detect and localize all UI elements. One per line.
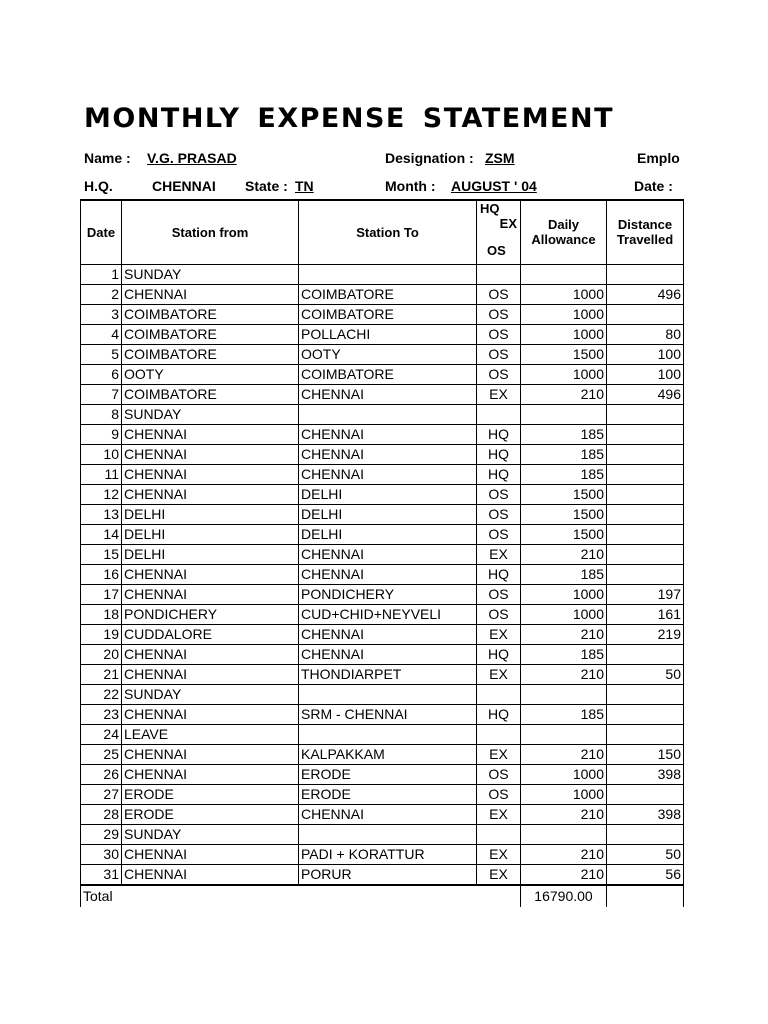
table-row — [81, 504, 684, 524]
row-date: 19 — [81, 624, 122, 644]
row-type: OS — [477, 324, 521, 344]
row-date: 5 — [81, 344, 122, 364]
total-allowance: 16790.00 — [521, 885, 607, 907]
row-station-to: COIMBATORE — [299, 304, 477, 324]
table-row — [81, 444, 684, 464]
row-station-from: SUNDAY — [122, 684, 299, 704]
table-row — [81, 364, 684, 384]
row-date: 9 — [81, 424, 122, 444]
row-date: 21 — [81, 664, 122, 684]
row-allowance: 185 — [521, 424, 607, 444]
row-allowance: 210 — [521, 544, 607, 564]
row-type: HQ — [477, 464, 521, 484]
row-station-from: CHENNAI — [122, 464, 299, 484]
row-allowance: 1500 — [521, 524, 607, 544]
row-distance — [607, 524, 684, 544]
row-distance — [607, 564, 684, 584]
row-distance — [607, 424, 684, 444]
row-distance — [607, 464, 684, 484]
row-distance — [607, 704, 684, 724]
name-value: V.G. PRASAD — [147, 150, 237, 166]
col-distance-line2: Travelled — [616, 232, 674, 248]
row-allowance: 185 — [521, 464, 607, 484]
row-date: 26 — [81, 764, 122, 784]
row-date: 4 — [81, 324, 122, 344]
row-allowance: 1000 — [521, 584, 607, 604]
row-station-to: CHENNAI — [299, 544, 477, 564]
row-station-to: PORUR — [299, 864, 477, 885]
row-station-to: CUD+CHID+NEYVELI — [299, 604, 477, 624]
row-allowance: 1500 — [521, 344, 607, 364]
row-allowance: 1000 — [521, 284, 607, 304]
row-distance: 398 — [607, 764, 684, 784]
row-type: EX — [477, 544, 521, 564]
row-distance: 100 — [607, 344, 684, 364]
row-type — [477, 724, 521, 744]
row-distance — [607, 544, 684, 564]
expense-table — [80, 199, 684, 907]
row-station-to: KALPAKKAM — [299, 744, 477, 764]
row-station-from: PONDICHERY — [122, 604, 299, 624]
total-spacer — [299, 885, 477, 907]
row-type: HQ — [477, 704, 521, 724]
row-station-from: CHENNAI — [122, 664, 299, 684]
row-type: OS — [477, 584, 521, 604]
row-allowance: 1000 — [521, 604, 607, 624]
row-station-from: CHENNAI — [122, 764, 299, 784]
row-date: 25 — [81, 744, 122, 764]
row-type: EX — [477, 664, 521, 684]
row-date: 31 — [81, 864, 122, 885]
row-allowance: 1000 — [521, 364, 607, 384]
row-distance — [607, 824, 684, 844]
row-station-to: THONDIARPET — [299, 664, 477, 684]
col-daily-allowance — [521, 200, 607, 264]
row-station-from: DELHI — [122, 524, 299, 544]
row-date: 29 — [81, 824, 122, 844]
row-station-from: SUNDAY — [122, 264, 299, 284]
table-row — [81, 624, 684, 644]
date-label: Date : — [634, 178, 673, 194]
row-distance — [607, 304, 684, 324]
row-station-to: CHENNAI — [299, 464, 477, 484]
row-date: 6 — [81, 364, 122, 384]
row-distance — [607, 484, 684, 504]
row-type: OS — [477, 344, 521, 364]
row-distance: 496 — [607, 384, 684, 404]
row-allowance — [521, 404, 607, 424]
table-row — [81, 584, 684, 604]
table-row — [81, 824, 684, 844]
row-allowance: 1000 — [521, 764, 607, 784]
table-row — [81, 664, 684, 684]
row-distance — [607, 404, 684, 424]
row-type: OS — [477, 364, 521, 384]
row-distance — [607, 644, 684, 664]
table-row — [81, 404, 684, 424]
col-os-label: OS — [487, 243, 506, 258]
total-label: Total — [81, 885, 299, 907]
row-station-from: CHENNAI — [122, 424, 299, 444]
row-allowance: 185 — [521, 564, 607, 584]
employee-label: Emplo — [637, 150, 680, 166]
row-date: 15 — [81, 544, 122, 564]
row-type: EX — [477, 844, 521, 864]
state-value: TN — [295, 178, 314, 194]
row-allowance: 210 — [521, 384, 607, 404]
row-allowance: 1000 — [521, 304, 607, 324]
row-date: 18 — [81, 604, 122, 624]
row-station-from: SUNDAY — [122, 824, 299, 844]
row-station-to: POLLACHI — [299, 324, 477, 344]
row-type: HQ — [477, 564, 521, 584]
row-allowance: 185 — [521, 644, 607, 664]
table-row — [81, 844, 684, 864]
row-date: 13 — [81, 504, 122, 524]
total-spacer — [477, 885, 521, 907]
row-date: 20 — [81, 644, 122, 664]
row-distance: 496 — [607, 284, 684, 304]
row-station-to: ERODE — [299, 784, 477, 804]
row-type: EX — [477, 864, 521, 885]
col-allowance-line1: Daily — [547, 217, 580, 233]
row-distance: 50 — [607, 844, 684, 864]
row-station-to: CHENNAI — [299, 384, 477, 404]
row-station-to: CHENNAI — [299, 624, 477, 644]
row-station-to: OOTY — [299, 344, 477, 364]
row-station-to: DELHI — [299, 524, 477, 544]
month-value: AUGUST ' 04 — [451, 178, 537, 194]
row-date: 24 — [81, 724, 122, 744]
row-distance: 161 — [607, 604, 684, 624]
row-distance — [607, 504, 684, 524]
row-station-from: LEAVE — [122, 724, 299, 744]
row-station-from: CHENNAI — [122, 584, 299, 604]
row-station-from: COIMBATORE — [122, 304, 299, 324]
row-type: OS — [477, 764, 521, 784]
row-allowance — [521, 684, 607, 704]
table-row — [81, 304, 684, 324]
row-distance — [607, 444, 684, 464]
row-station-from: CHENNAI — [122, 864, 299, 885]
row-date: 28 — [81, 804, 122, 824]
row-date: 23 — [81, 704, 122, 724]
row-station-to: CHENNAI — [299, 444, 477, 464]
row-date: 14 — [81, 524, 122, 544]
row-date: 1 — [81, 264, 122, 284]
row-date: 16 — [81, 564, 122, 584]
total-row — [81, 885, 684, 907]
row-station-to: SRM - CHENNAI — [299, 704, 477, 724]
row-type: HQ — [477, 424, 521, 444]
row-station-from: COIMBATORE — [122, 384, 299, 404]
table-row — [81, 544, 684, 564]
row-date: 27 — [81, 784, 122, 804]
row-date: 7 — [81, 384, 122, 404]
state-label: State : — [245, 178, 288, 194]
row-station-to — [299, 824, 477, 844]
page-title: MONTHLY EXPENSE STATEMENT — [84, 103, 615, 134]
table-row — [81, 484, 684, 504]
row-date: 12 — [81, 484, 122, 504]
table-row — [81, 644, 684, 664]
row-allowance: 210 — [521, 844, 607, 864]
table-row — [81, 724, 684, 744]
table-row — [81, 324, 684, 344]
table-row — [81, 424, 684, 444]
row-station-from: DELHI — [122, 544, 299, 564]
row-station-to: DELHI — [299, 484, 477, 504]
row-station-to: COIMBATORE — [299, 284, 477, 304]
row-station-from: CHENNAI — [122, 844, 299, 864]
row-distance — [607, 724, 684, 744]
col-distance-line1: Distance — [617, 217, 673, 233]
hq-value: CHENNAI — [152, 178, 216, 194]
row-type — [477, 264, 521, 284]
table-row — [81, 524, 684, 544]
row-station-to: CHENNAI — [299, 564, 477, 584]
hq-label: H.Q. — [84, 178, 113, 194]
row-distance: 80 — [607, 324, 684, 344]
row-allowance: 1000 — [521, 784, 607, 804]
row-station-from: OOTY — [122, 364, 299, 384]
col-distance-travelled — [607, 200, 684, 264]
row-station-from: ERODE — [122, 804, 299, 824]
col-date: Date — [81, 200, 122, 264]
row-station-to: PADI + KORATTUR — [299, 844, 477, 864]
total-distance — [607, 885, 684, 907]
row-station-from: COIMBATORE — [122, 324, 299, 344]
row-allowance: 1000 — [521, 324, 607, 344]
row-station-from: CHENNAI — [122, 284, 299, 304]
row-station-to — [299, 724, 477, 744]
col-station-from: Station from — [122, 200, 299, 264]
row-station-from: CHENNAI — [122, 444, 299, 464]
row-station-from: CHENNAI — [122, 744, 299, 764]
row-station-to: DELHI — [299, 504, 477, 524]
row-type: HQ — [477, 644, 521, 664]
row-station-from: CHENNAI — [122, 704, 299, 724]
row-station-from: ERODE — [122, 784, 299, 804]
row-date: 2 — [81, 284, 122, 304]
row-type: HQ — [477, 444, 521, 464]
row-type: OS — [477, 524, 521, 544]
table-row — [81, 704, 684, 724]
designation-label: Designation : — [385, 150, 474, 166]
row-station-to — [299, 404, 477, 424]
table-row — [81, 464, 684, 484]
row-type — [477, 824, 521, 844]
row-date: 17 — [81, 584, 122, 604]
row-date: 11 — [81, 464, 122, 484]
row-distance: 197 — [607, 584, 684, 604]
row-date: 30 — [81, 844, 122, 864]
row-type: OS — [477, 784, 521, 804]
row-type: OS — [477, 484, 521, 504]
table-row — [81, 784, 684, 804]
expense-table-container — [80, 199, 685, 924]
row-station-from: COIMBATORE — [122, 344, 299, 364]
row-distance — [607, 684, 684, 704]
row-distance — [607, 264, 684, 284]
row-type: OS — [477, 284, 521, 304]
row-distance — [607, 784, 684, 804]
row-station-to: CHENNAI — [299, 424, 477, 444]
table-header-row — [81, 200, 684, 264]
table-row — [81, 564, 684, 584]
row-allowance: 210 — [521, 624, 607, 644]
table-row — [81, 264, 684, 284]
row-type: EX — [477, 384, 521, 404]
row-allowance: 185 — [521, 704, 607, 724]
row-distance: 150 — [607, 744, 684, 764]
row-allowance: 210 — [521, 864, 607, 885]
row-allowance: 1500 — [521, 484, 607, 504]
row-distance: 398 — [607, 804, 684, 824]
table-row — [81, 864, 684, 885]
table-row — [81, 684, 684, 704]
row-date: 3 — [81, 304, 122, 324]
row-station-from: CUDDALORE — [122, 624, 299, 644]
row-date: 22 — [81, 684, 122, 704]
row-station-to: ERODE — [299, 764, 477, 784]
row-station-to — [299, 684, 477, 704]
row-type: EX — [477, 744, 521, 764]
table-row — [81, 804, 684, 824]
col-hq-ex-os — [477, 200, 521, 264]
row-allowance: 185 — [521, 444, 607, 464]
row-type: EX — [477, 804, 521, 824]
row-station-to: CHENNAI — [299, 804, 477, 824]
row-station-from: CHENNAI — [122, 484, 299, 504]
row-allowance: 210 — [521, 804, 607, 824]
row-station-from: DELHI — [122, 504, 299, 524]
col-station-to: Station To — [299, 200, 477, 264]
row-allowance: 210 — [521, 744, 607, 764]
row-station-from: CHENNAI — [122, 644, 299, 664]
row-allowance: 210 — [521, 664, 607, 684]
row-station-to: COIMBATORE — [299, 364, 477, 384]
row-date: 10 — [81, 444, 122, 464]
row-allowance — [521, 264, 607, 284]
row-allowance: 1500 — [521, 504, 607, 524]
row-station-to: PONDICHERY — [299, 584, 477, 604]
row-type: EX — [477, 624, 521, 644]
table-row — [81, 344, 684, 364]
row-distance: 56 — [607, 864, 684, 885]
row-station-from: SUNDAY — [122, 404, 299, 424]
table-row — [81, 604, 684, 624]
table-row — [81, 764, 684, 784]
row-type: OS — [477, 304, 521, 324]
row-type: OS — [477, 604, 521, 624]
table-row — [81, 384, 684, 404]
row-distance: 219 — [607, 624, 684, 644]
name-label: Name : — [84, 150, 131, 166]
row-station-to — [299, 264, 477, 284]
col-ex-label: EX — [499, 216, 517, 231]
row-type: OS — [477, 504, 521, 524]
month-label: Month : — [385, 178, 436, 194]
row-distance: 50 — [607, 664, 684, 684]
row-distance: 100 — [607, 364, 684, 384]
row-type — [477, 684, 521, 704]
row-station-from: CHENNAI — [122, 564, 299, 584]
table-row — [81, 744, 684, 764]
col-hq-label: HQ — [480, 201, 500, 216]
col-allowance-line2: Allowance — [531, 232, 596, 248]
row-allowance — [521, 824, 607, 844]
designation-value: ZSM — [485, 150, 515, 166]
row-station-to: CHENNAI — [299, 644, 477, 664]
row-allowance — [521, 724, 607, 744]
row-date: 8 — [81, 404, 122, 424]
row-type — [477, 404, 521, 424]
table-row — [81, 284, 684, 304]
